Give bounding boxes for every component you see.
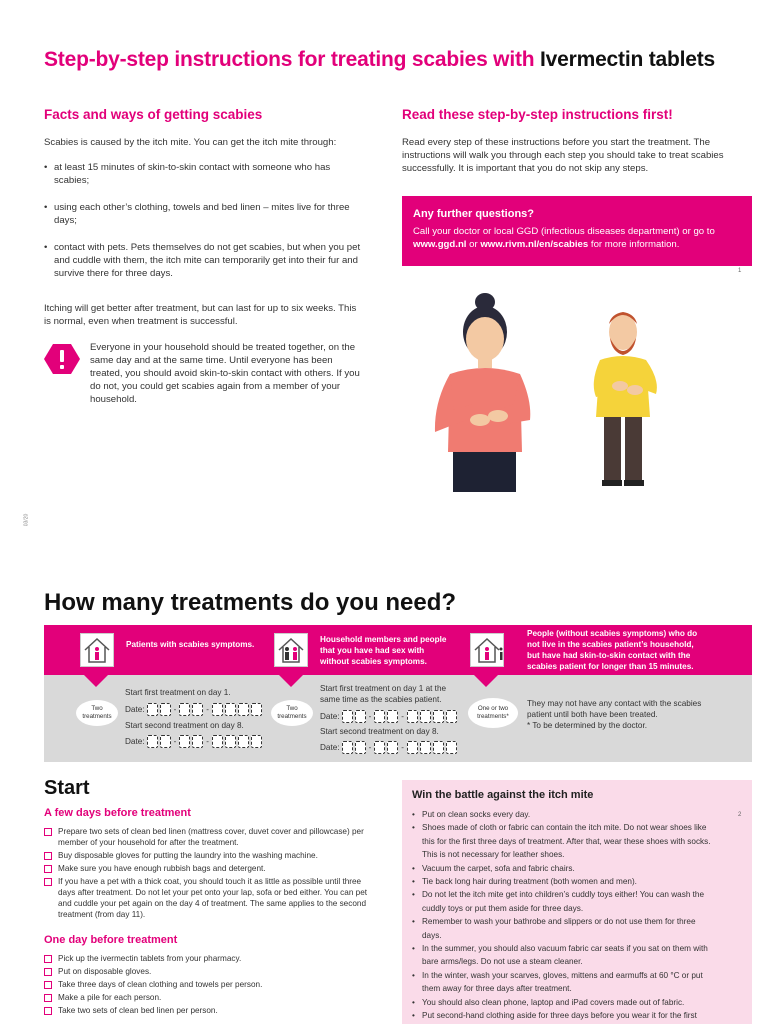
page-number-1: 1: [738, 268, 742, 274]
col2-date2[interactable]: Date: - -: [320, 741, 457, 754]
checklist-item[interactable]: If you have a pet with a thick coat, you should touch it as little as possible until three days after treatment. Do not let your pet onto your lap, sofa or bed either. You can pet and cuddle your pet again on the day 4 of treatment. The same applies to the second treatment (from day 11).: [44, 876, 374, 920]
list-item: them away for three days after treatment.: [422, 984, 572, 994]
col1-date1[interactable]: Date: - -: [125, 703, 262, 716]
people-illustration: [420, 292, 670, 497]
checklist-item[interactable]: Take two sets of clean bed linen per person.: [44, 1005, 374, 1016]
checklist-item[interactable]: Make sure you have enough rubbish bags and detergent.: [44, 863, 374, 874]
list-item: • Do not let the itch mite get into children’s cuddly toys either! You can wash the: [412, 888, 742, 901]
col1-line2: Start second treatment on day 8.: [125, 721, 244, 730]
col2-label: Household members and people that you have had sex with without scabies symptoms.: [320, 635, 447, 666]
battle-list: [412, 808, 742, 1023]
checklist-item[interactable]: Pick up the ivermectin tablets from your pharmacy.: [44, 953, 374, 964]
read-text: Read every step of these instructions before you start the treatment. The instructions will walk you through each step you should take to treat scabies successfully. It is important that you do not skip any steps.: [402, 137, 724, 174]
list-item: • Put second-hand clothing aside for three days before you wear it for the first: [412, 1009, 742, 1022]
house-contact-icon: [470, 633, 504, 667]
list-item: This is not necessary for leather shoes.: [422, 850, 565, 860]
col2-line2: Start second treatment on day 8.: [320, 727, 439, 736]
few-days-heading: A few days before treatment: [44, 807, 191, 819]
rivm-link[interactable]: www.rivm.nl/en/scabies: [480, 239, 589, 250]
list-item: • Shoes made of cloth or fabric can contain the itch mite. Do not wear shoes like: [412, 821, 742, 834]
list-item: • Remember to wash your bathrobe and slippers or do not use them for three: [412, 915, 742, 928]
list-item: • at least 15 minutes of skin-to-skin contact with someone who has scabies;: [44, 161, 366, 187]
house-household-icon: [274, 633, 308, 667]
checklist-item[interactable]: Buy disposable gloves for putting the laundry into the washing machine.: [44, 850, 374, 861]
col2-oval: Two treatments: [271, 700, 313, 726]
questions-text: Call your doctor or local GGD (infectious diseases department) or go to www.ggd.nl or www.rivm.nl/en/scabies for more information.: [413, 226, 715, 250]
col3-line1: They may not have any contact with the scabies patient until both have been treated.: [527, 699, 702, 719]
col3-oval: One or two treatments*: [468, 698, 518, 728]
col2-line1: Start first treatment on day 1 at the same time as the scabies patient.: [320, 684, 447, 704]
warning-icon: [44, 343, 80, 380]
itching-text: Itching will get better after treatment, but can last for up to six weeks. This is normal, even when treatment is successful.: [44, 303, 357, 327]
treatments-heading: How many treatments do you need?: [44, 589, 457, 616]
list-item: • contact with pets. Pets themselves do not get scabies, but when you pet and cuddle with them, the itch mite can temporarily get into their fur and survive there for three days.: [44, 241, 366, 280]
list-item: • using each other’s clothing, towels and bed linen – mites live for three days;: [44, 201, 366, 227]
col3-line2: * To be determined by the doctor.: [527, 721, 648, 730]
list-item: • Tie back long hair during treatment (both women and men).: [412, 875, 742, 888]
warning-text: Everyone in your household should be treated together, on the same day and at the same time. Until everyone has been treated, you should avoid skin-to-skin contact with others. If you do not, you could get scabies again from a member of your household.: [90, 342, 360, 405]
page-number-2: 2: [738, 812, 742, 818]
list-item: cuddly toys or put them aside for three days.: [422, 903, 584, 913]
col1-label: Patients with scabies symptoms.: [126, 640, 255, 649]
few-days-list: [44, 826, 374, 922]
checklist-item[interactable]: Take three days of clean clothing and towels per person.: [44, 979, 374, 990]
battle-heading: Win the battle against the itch mite: [412, 789, 594, 801]
list-item: • In the winter, wash your scarves, gloves, mittens and earmuffs at 60 °C or put: [412, 969, 742, 982]
col1-date2[interactable]: Date: - -: [125, 735, 262, 748]
col1-line1: Start first treatment on day 1.: [125, 688, 231, 697]
col3-pointer: [474, 675, 498, 687]
col2-pointer: [279, 675, 303, 687]
col3-label: People (without scabies symptoms) who do not live in the scabies patient’s household, but have had skin-to-skin contact with the scabies patient for longer than 15 minutes.: [527, 629, 698, 671]
side-code: 03/20: [23, 513, 30, 527]
col1-pointer: [84, 675, 108, 687]
col1-oval: Two treatments: [76, 700, 118, 726]
list-item: • Put on clean socks every day.: [412, 808, 742, 821]
checklist-item[interactable]: Put on disposable gloves.: [44, 966, 374, 977]
start-heading: Start: [44, 777, 90, 799]
list-item: • In the summer, you should also vacuum fabric car seats if you sat on them with: [412, 942, 742, 955]
one-day-list: [44, 953, 374, 1018]
list-item: • Vacuum the carpet, sofa and fabric chairs.: [412, 862, 742, 875]
col2-date1[interactable]: Date: - -: [320, 710, 457, 723]
page-title: [44, 48, 715, 72]
checklist-item[interactable]: Prepare two sets of clean bed linen (mattress cover, duvet cover and pillowcase) per member of your household for after the treatment.: [44, 826, 374, 848]
checklist-item[interactable]: Make a pile for each person.: [44, 992, 374, 1003]
read-heading: Read these step-by-step instructions first!: [402, 107, 673, 122]
list-item: bare arms/legs. Do not use a steam cleaner.: [422, 957, 583, 967]
facts-heading: Facts and ways of getting scabies: [44, 107, 263, 122]
questions-heading: Any further questions?: [413, 208, 535, 220]
facts-bullets: [44, 161, 366, 289]
questions-box: [402, 196, 752, 266]
title-main: Step-by-step instructions for treating scabies with: [44, 48, 535, 71]
list-item: • You should also clean phone, laptop and iPad covers made out of fabric.: [412, 996, 742, 1009]
ggd-link[interactable]: www.ggd.nl: [413, 239, 467, 250]
battle-box: [402, 780, 752, 1024]
facts-intro: Scabies is caused by the itch mite. You can get the itch mite through:: [44, 137, 337, 148]
title-suffix: Ivermectin tablets: [540, 48, 716, 71]
list-item: this for the first three days of treatment. After that, wear these shoes with socks.: [422, 836, 711, 846]
house-patient-icon: [80, 633, 114, 667]
one-day-heading: One day before treatment: [44, 934, 178, 946]
list-item: days.: [422, 930, 442, 940]
